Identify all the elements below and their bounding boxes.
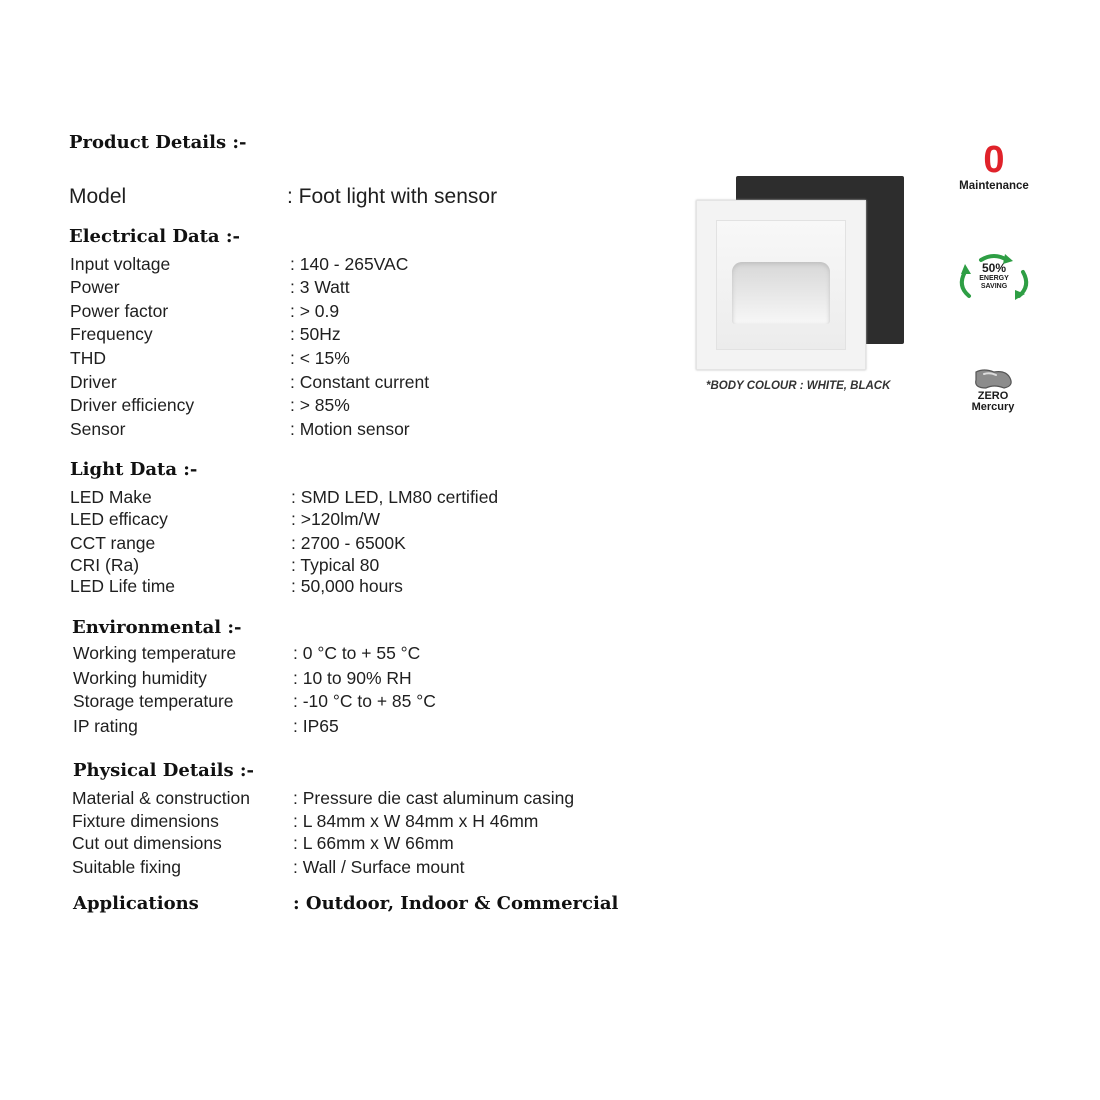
spec-value: : > 0.9 xyxy=(290,301,340,321)
spec-label: Sensor xyxy=(70,419,126,439)
spec-value: : 10 to 90% RH xyxy=(293,668,412,688)
model-label: Model xyxy=(69,185,127,208)
energy-saving-badge xyxy=(953,250,1035,306)
spec-label: Fixture dimensions xyxy=(72,811,219,831)
spec-label: Suitable fixing xyxy=(72,857,181,877)
spec-value: : 0 °C to + 55 °C xyxy=(293,643,421,663)
body-colour-note: *BODY COLOUR : WHITE, BLACK xyxy=(706,380,891,392)
spec-label: IP rating xyxy=(73,716,138,736)
fixture-light-slot xyxy=(732,262,830,324)
product-image xyxy=(696,174,906,374)
spec-value: : L 66mm x W 66mm xyxy=(293,833,454,853)
spec-label: Material & construction xyxy=(72,788,250,808)
applications-label: Applications xyxy=(73,893,199,914)
spec-label: Frequency xyxy=(70,324,153,344)
electrical-data-heading: Electrical Data :- xyxy=(69,226,240,247)
spec-value: : Wall / Surface mount xyxy=(293,857,465,877)
spec-value: : IP65 xyxy=(293,716,339,736)
spec-value: : 2700 - 6500K xyxy=(291,533,406,553)
spec-label: Working humidity xyxy=(73,668,207,688)
spec-value: : L 84mm x W 84mm x H 46mm xyxy=(293,811,539,831)
mercury-line-1: ZERO xyxy=(977,390,1009,402)
maintenance-number: 0 xyxy=(983,139,1005,181)
spec-value: : 50Hz xyxy=(290,324,341,344)
spec-label: THD xyxy=(70,348,106,368)
energy-percent: 50% xyxy=(981,261,1007,275)
spec-label: Working temperature xyxy=(73,643,237,663)
zero-maintenance-badge xyxy=(948,140,1040,193)
spec-value: : 50,000 hours xyxy=(291,576,403,596)
fixture-inner-frame xyxy=(716,220,846,350)
mercury-line-2: Mercury xyxy=(971,401,1015,413)
spec-value: : Constant current xyxy=(290,372,430,392)
spec-value: : Typical 80 xyxy=(291,555,380,575)
mercury-text xyxy=(960,391,1026,413)
spec-value: : -10 °C to + 85 °C xyxy=(293,691,436,711)
spec-label: Power xyxy=(70,277,120,297)
mercury-drop-icon xyxy=(960,366,1026,392)
spec-value: : Motion sensor xyxy=(290,419,410,439)
spec-value: : 140 - 265VAC xyxy=(290,254,409,274)
spec-label: LED Life time xyxy=(70,576,176,596)
spec-label: LED efficacy xyxy=(70,509,168,529)
energy-line-2: SAVING xyxy=(980,283,1008,290)
spec-label: Driver efficiency xyxy=(70,395,195,415)
model-value: : Foot light with sensor xyxy=(287,185,498,208)
spec-value: : 3 Watt xyxy=(290,277,350,297)
spec-value: : > 85% xyxy=(290,395,350,415)
spec-value: : < 15% xyxy=(290,348,350,368)
spec-label: Driver xyxy=(70,372,117,392)
spec-label: Input voltage xyxy=(70,254,171,274)
zero-mercury-badge xyxy=(960,366,1026,416)
energy-line-1: ENERGY xyxy=(979,275,1009,282)
spec-value: : >120lm/W xyxy=(291,509,380,529)
spec-label: CCT range xyxy=(70,533,156,553)
maintenance-text: Maintenance xyxy=(959,180,1029,192)
spec-label: LED Make xyxy=(70,487,152,507)
light-data-heading: Light Data :- xyxy=(70,459,198,480)
spec-label: Cut out dimensions xyxy=(72,833,222,853)
spec-label: Power factor xyxy=(70,301,169,321)
white-fixture xyxy=(696,200,866,370)
spec-value: : SMD LED, LM80 certified xyxy=(291,487,499,507)
spec-label: Storage temperature xyxy=(73,691,234,711)
model-row xyxy=(69,185,669,209)
product-details-heading: Product Details :- xyxy=(69,132,247,153)
spec-label: CRI (Ra) xyxy=(70,555,140,575)
energy-text xyxy=(953,275,1035,291)
physical-details-heading: Physical Details :- xyxy=(73,760,255,781)
environmental-heading: Environmental :- xyxy=(72,617,242,638)
applications-value: : Outdoor, Indoor & Commercial xyxy=(293,893,619,914)
spec-value: : Pressure die cast aluminum casing xyxy=(293,788,575,808)
